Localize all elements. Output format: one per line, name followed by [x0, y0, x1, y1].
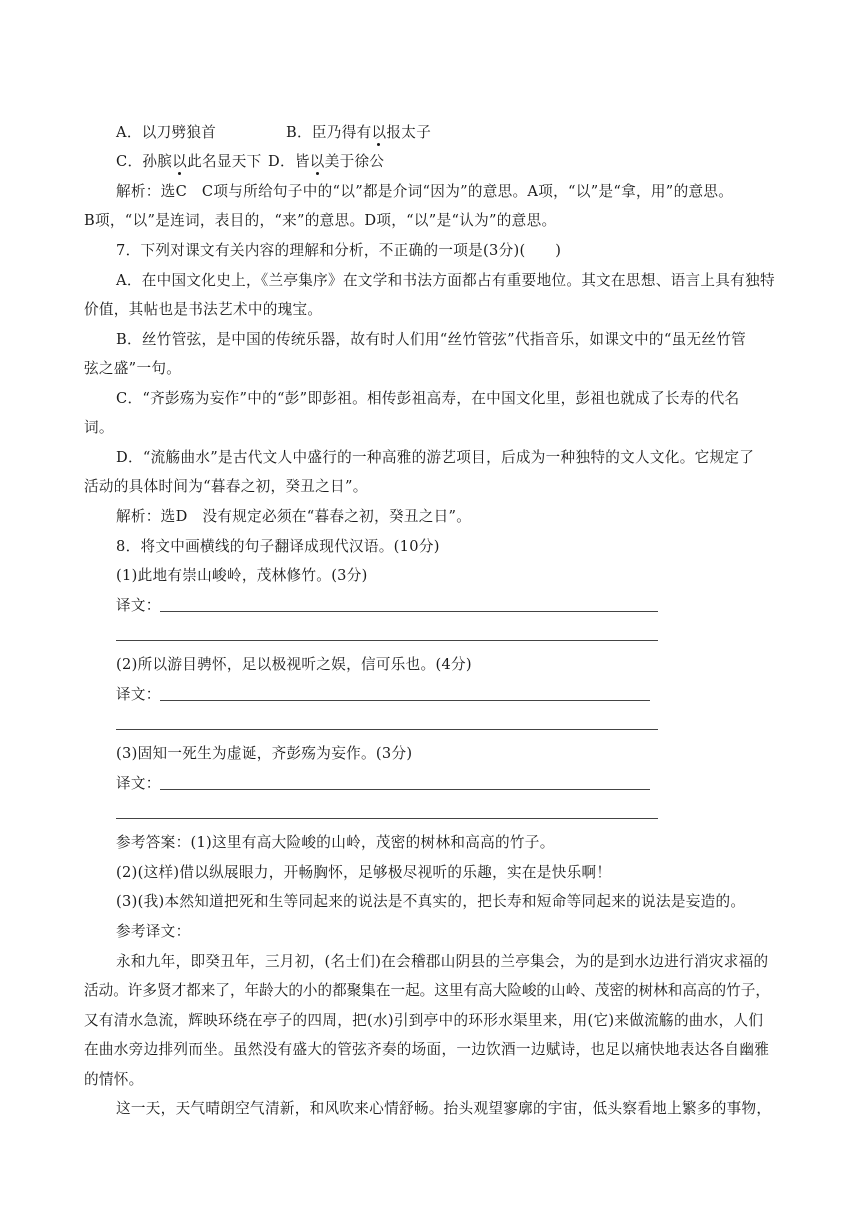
question-8-stem: 8．将文中画横线的句子翻译成现代汉语。(10分) [116, 538, 440, 555]
emphasis-dot-char: 以 [371, 124, 387, 141]
answer-line[interactable] [160, 700, 650, 701]
q8-sentence-1: (1)此地有崇山峻岭，茂林修竹。(3分) [116, 567, 368, 584]
reference-answer-1: 参考答案：(1)这里有高大险峻的山岭，茂密的树林和高高的竹子。 [116, 834, 555, 851]
answer-line[interactable] [160, 789, 650, 790]
q7-option-a-line1: A．在中国文化史上，《兰亭集序》在文学和书法方面都占有重要地位。其文在思想、语言上具有独特 [116, 272, 775, 289]
answer-6-line1: 解析：选C C项与所给句子中的“以”都是介词“因为”的意思。A项，“以”是“拿，用”的意思。 [116, 183, 734, 200]
translation-paragraph-1-line2: 活动。许多贤才都来了，年龄大的小的都聚集在一起。这里有高大险峻的山岭、茂密的树林和高高的竹子， [84, 982, 770, 999]
q7-option-b-line2: 弦之盛”一句。 [84, 360, 182, 377]
q7-option-c-line2: 词。 [84, 419, 114, 436]
answer-line[interactable] [160, 611, 658, 612]
translation-paragraph-1-line1: 永和九年，即癸丑年，三月初，(名士们)在会稽郡山阴县的兰亭集会，为的是到水边进行消灾求福的 [116, 953, 769, 970]
q8-translation-label-3: 译文： [116, 775, 161, 792]
q8-sentence-2: (2)所以游目骋怀，足以极视听之娱，信可乐也。(4分) [116, 656, 472, 673]
translation-paragraph-1-line4: 在曲水旁边排列而坐。虽然没有盛大的管弦齐奏的场面，一边饮酒一边赋诗，也足以痛快地表达各自幽雅 [84, 1041, 770, 1058]
answer-line[interactable] [116, 729, 658, 730]
option-d: D．皆以美于徐公 [268, 153, 385, 170]
reference-translation-title: 参考译文： [116, 923, 191, 940]
q7-option-a-line2: 价值，其帖也是书法艺术中的瑰宝。 [84, 301, 323, 318]
option-a: A．以刀劈狼首 [116, 124, 217, 141]
answer-line[interactable] [116, 640, 658, 641]
emphasis-dot-char: 以 [309, 153, 325, 170]
answer-line[interactable] [116, 818, 658, 819]
q7-option-c-line1: C．“齐彭殇为妄作”中的“彭”即彭祖。相传彭祖高寿，在中国文化里，彭祖也就成了长寿的代名 [116, 390, 740, 407]
q8-translation-label-2: 译文： [116, 686, 161, 703]
translation-paragraph-2-line1: 这一天，天气晴朗空气清新，和风吹来心情舒畅。抬头观望寥廓的宇宙，低头察看地上繁多的事物， [116, 1100, 772, 1117]
q7-option-d-line1: D．“流觞曲水”是古代文人中盛行的一种高雅的游艺项目，后成为一种独特的文人文化。它规定了 [116, 449, 755, 466]
question-7-stem: 7．下列对课文有关内容的理解和分析，不正确的一项是(3分)( ) [116, 242, 562, 259]
option-c: C．孙膑以此名显天下 [116, 153, 262, 170]
q7-option-b-line1: B．丝竹管弦，是中国的传统乐器，故有时人们用“丝竹管弦”代指音乐，如课文中的“虽无丝竹管 [116, 331, 747, 348]
option-b: B．臣乃得有以报太子 [286, 124, 432, 141]
q8-sentence-3: (3)固知一死生为虚诞，齐彭殇为妄作。(3分) [116, 745, 413, 762]
translation-paragraph-1-line3: 又有清水急流，辉映环绕在亭子的四周，把(水)引到亭中的环形水渠里来，用(它)来做流觞的曲水，人们 [84, 1012, 764, 1029]
emphasis-dot-char: 以 [172, 153, 188, 170]
q8-translation-label-1: 译文： [116, 597, 161, 614]
answer-6-line2: B项，“以”是连词，表目的，“来”的意思。D项，“以”是“认为”的意思。 [84, 212, 557, 229]
answer-7: 解析：选D 没有规定必须在“暮春之初，癸丑之日”。 [116, 508, 472, 525]
translation-paragraph-1-line5: 的情怀。 [84, 1071, 144, 1088]
q7-option-d-line2: 活动的具体时间为“暮春之初，癸丑之日”。 [84, 478, 368, 495]
reference-answer-3: (3)(我)本然知道把死和生等同起来的说法是不真实的，把长寿和短命等同起来的说法是妄造的。 [116, 893, 746, 910]
reference-answer-2: (2)(这样)借以纵展眼力，开畅胸怀，足够极尽视听的乐趣，实在是快乐啊！ [116, 864, 612, 881]
